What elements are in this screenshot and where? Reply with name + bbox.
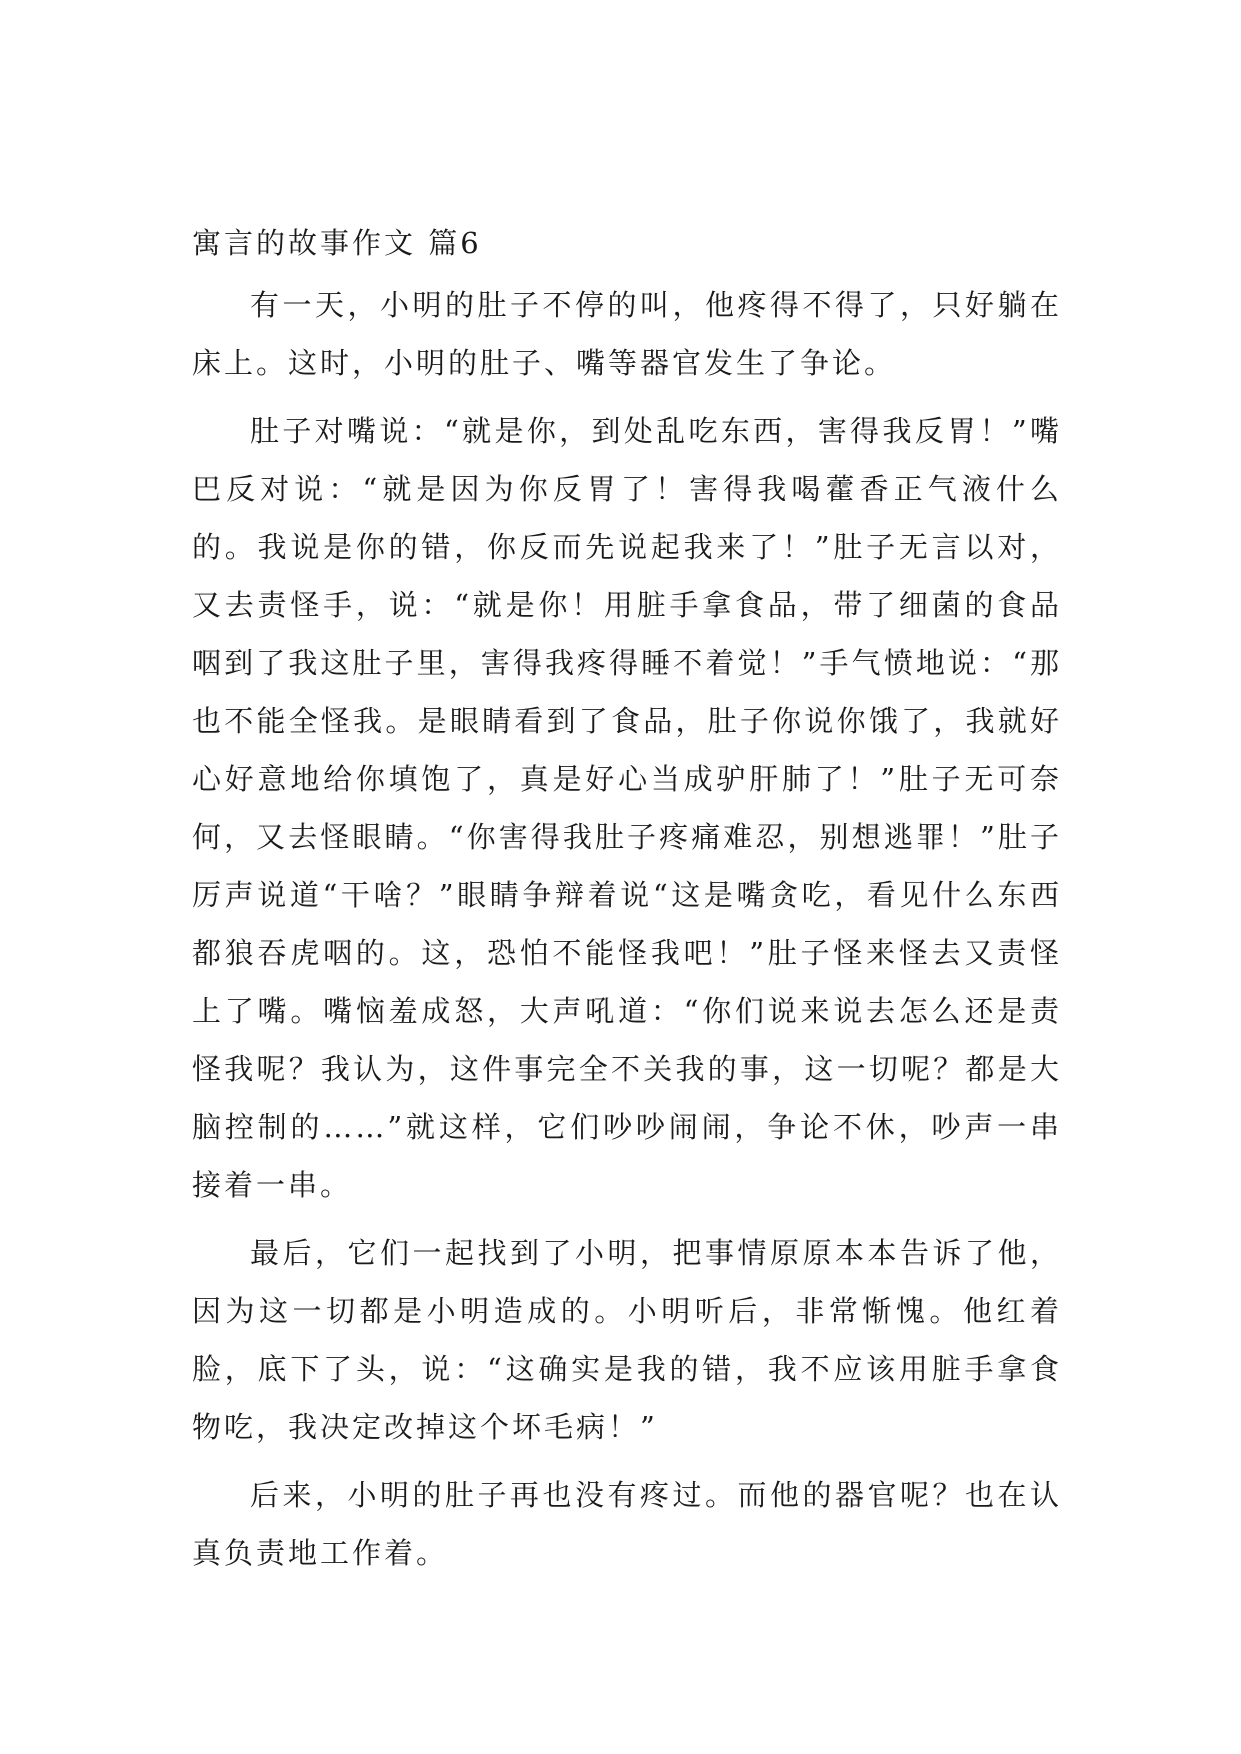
paragraph-4: 后来，小明的肚子再也没有疼过。而他的器官呢？也在认真负责地工作着。	[192, 1478, 1062, 1570]
paragraph-3: 最后，它们一起找到了小明，把事情原原本本告诉了他，因为这一切都是小明造成的。小明听后，非常惭愧。他红着脸，底下了头，说：“这确实是我的错，我不应该用脏手拿食物吃，我决定改掉这个坏毛病！”	[192, 1236, 1062, 1444]
paragraph-1: 有一天，小明的肚子不停的叫，他疼得不得了，只好躺在床上。这时，小明的肚子、嘴等器官发生了争论。	[192, 288, 1062, 380]
document-title: 寓言的故事作文 篇6	[192, 226, 482, 260]
document-body	[192, 224, 1062, 1592]
paragraph-2: 肚子对嘴说：“就是你，到处乱吃东西，害得我反胃！”嘴巴反对说：“就是因为你反胃了！害得我喝藿香正气液什么的。我说是你的错，你反而先说起我来了！”肚子无言以对，又去责怪手，说：“就是你！用脏手拿食品，带了细菌的食品咽到了我这肚子里，害得我疼得睡不着觉！”手气愤地说：“那也不能全怪我。是眼睛看到了食品，肚子你说你饿了，我就好心好意地给你填饱了，真是好心当成驴肝肺了！”肚子无可奈何，又去怪眼睛。“你害得我肚子疼痛难忍，别想逃罪！”肚子厉声说道“干啥？”眼睛争辩着说“这是嘴贪吃，看见什么东西都狼吞虎咽的。这，恐怕不能怪我吧！”肚子怪来怪去又责怪上了嘴。嘴恼羞成怒，大声吼道：“你们说来说去怎么还是责怪我呢？我认为，这件事完全不关我的事，这一切呢？都是大脑控制的……”就这样，它们吵吵闹闹，争论不休，吵声一串接着一串。	[192, 414, 1062, 1202]
